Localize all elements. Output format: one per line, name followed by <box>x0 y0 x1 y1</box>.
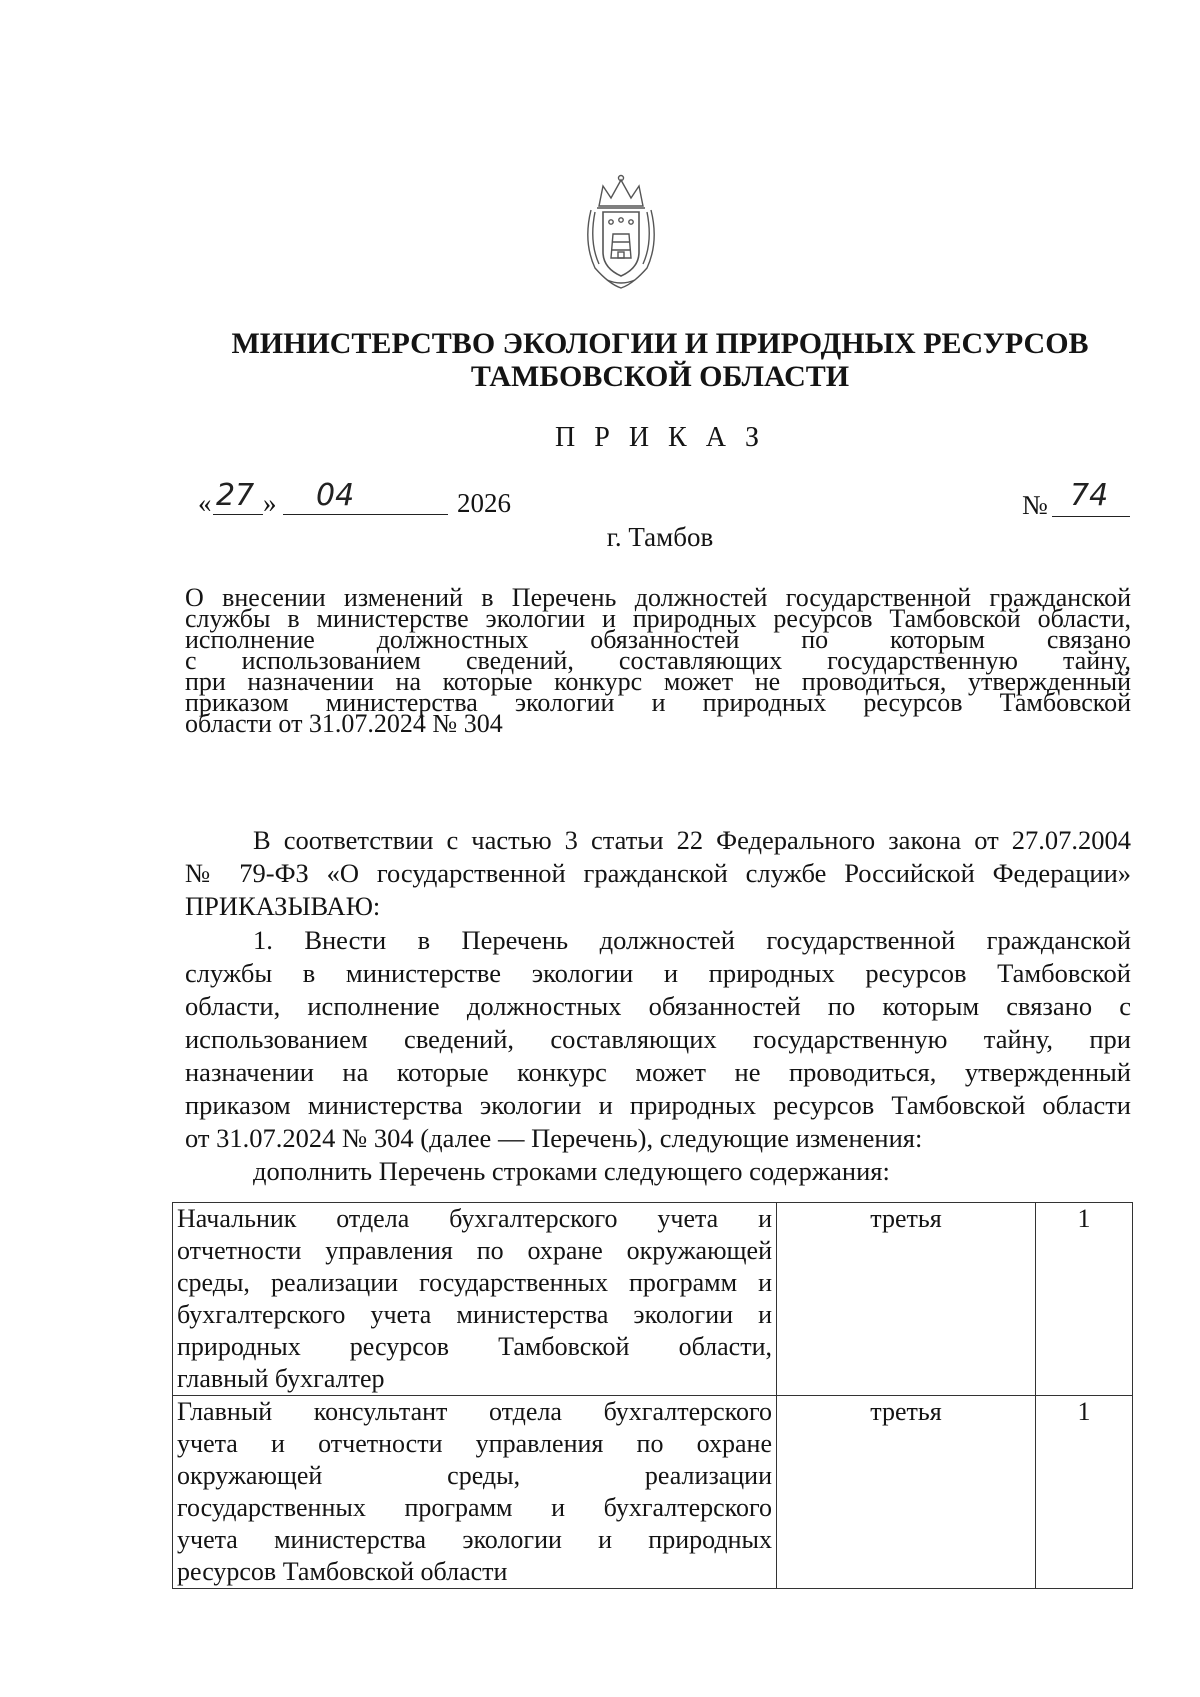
date-day: 27 <box>216 478 255 513</box>
org-name-line1: МИНИСТЕРСТВО ЭКОЛОГИИ И ПРИРОДНЫХ РЕСУРСОВ <box>231 327 1089 360</box>
order-number-label: № <box>1022 490 1048 520</box>
body-line: ПРИКАЗЫВАЮ: <box>185 891 381 921</box>
form-cell: третья <box>777 1396 1036 1589</box>
count-cell: 1 <box>1036 1396 1133 1589</box>
position-line: главный бухгалтер <box>177 1364 385 1393</box>
order-number-value: 74 <box>1070 478 1109 513</box>
table-row <box>173 1203 1133 1396</box>
date-day-line <box>213 514 263 515</box>
coat-of-arms-emblem <box>581 172 661 290</box>
body-line: службы в министерстве экологии и природных ресурсов Тамбовской <box>185 958 1131 988</box>
form-cell: третья <box>777 1203 1036 1396</box>
document-type-title: П Р И К А З <box>555 422 765 453</box>
heading-line: исполнение должностных обязанностей по которым связано <box>185 625 1131 654</box>
city: г. Тамбов <box>606 522 714 552</box>
heading-line: приказом министерства экологии и природных ресурсов Тамбовской <box>185 688 1131 717</box>
date-quote-open: « <box>198 488 212 518</box>
date-year: 2026 <box>457 488 511 518</box>
position-line: ресурсов Тамбовской области <box>177 1557 508 1586</box>
body-line: № 79-ФЗ «О государственной гражданской службе Российской Федерации» <box>185 858 1131 888</box>
position-line: государственных программ и бухгалтерского <box>177 1493 772 1522</box>
position-line: окружающей среды, реализации <box>177 1461 772 1490</box>
date-month-line <box>283 514 448 515</box>
body-line: области, исполнение должностных обязанностей по которым связано с <box>185 991 1131 1021</box>
position-cell <box>173 1203 777 1396</box>
body-line: дополнить Перечень строками следующего содержания: <box>253 1156 890 1186</box>
count-cell: 1 <box>1036 1203 1133 1396</box>
position-line: Начальник отдела бухгалтерского учета и <box>177 1204 772 1233</box>
positions-table <box>172 1202 1133 1589</box>
position-cell <box>173 1396 777 1589</box>
position-line: природных ресурсов Тамбовской области, <box>177 1332 772 1361</box>
body-line: назначении на которые конкурс может не проводиться, утвержденный <box>185 1057 1131 1087</box>
position-line: отчетности управления по охране окружающей <box>177 1236 772 1265</box>
org-name-line2: ТАМБОВСКОЙ ОБЛАСТИ <box>470 360 850 393</box>
position-line: бухгалтерского учета министерства экологии и <box>177 1300 772 1329</box>
date-quote-close: » <box>263 488 277 518</box>
heading-line: области от 31.07.2024 № 304 <box>185 709 503 738</box>
body-line: 1. Внести в Перечень должностей государственной гражданской <box>253 925 1131 955</box>
heading-line: О внесении изменений в Перечень должностей государственной гражданской <box>185 583 1131 612</box>
position-line: Главный консультант отдела бухгалтерского <box>177 1397 772 1426</box>
heading-line: при назначении на которые конкурс может не проводиться, утвержденный <box>185 667 1131 696</box>
date-month: 04 <box>316 478 355 513</box>
body-line: от 31.07.2024 № 304 (далее — Перечень), следующие изменения: <box>185 1123 923 1153</box>
table-row <box>173 1396 1133 1589</box>
position-line: учета и отчетности управления по охране <box>177 1429 772 1458</box>
position-line: среды, реализации государственных программ и <box>177 1268 772 1297</box>
heading-line: службы в министерстве экологии и природных ресурсов Тамбовской области, <box>185 604 1131 633</box>
body-line: приказом министерства экологии и природных ресурсов Тамбовской области <box>185 1090 1131 1120</box>
heading-line: с использованием сведений, составляющих государственную тайну, <box>185 646 1131 675</box>
order-number-line <box>1052 516 1130 517</box>
body-line: использованием сведений, составляющих государственную тайну, при <box>185 1024 1131 1054</box>
body-line: В соответствии с частью 3 статьи 22 Федерального закона от 27.07.2004 <box>253 825 1131 855</box>
position-line: учета министерства экологии и природных <box>177 1525 772 1554</box>
